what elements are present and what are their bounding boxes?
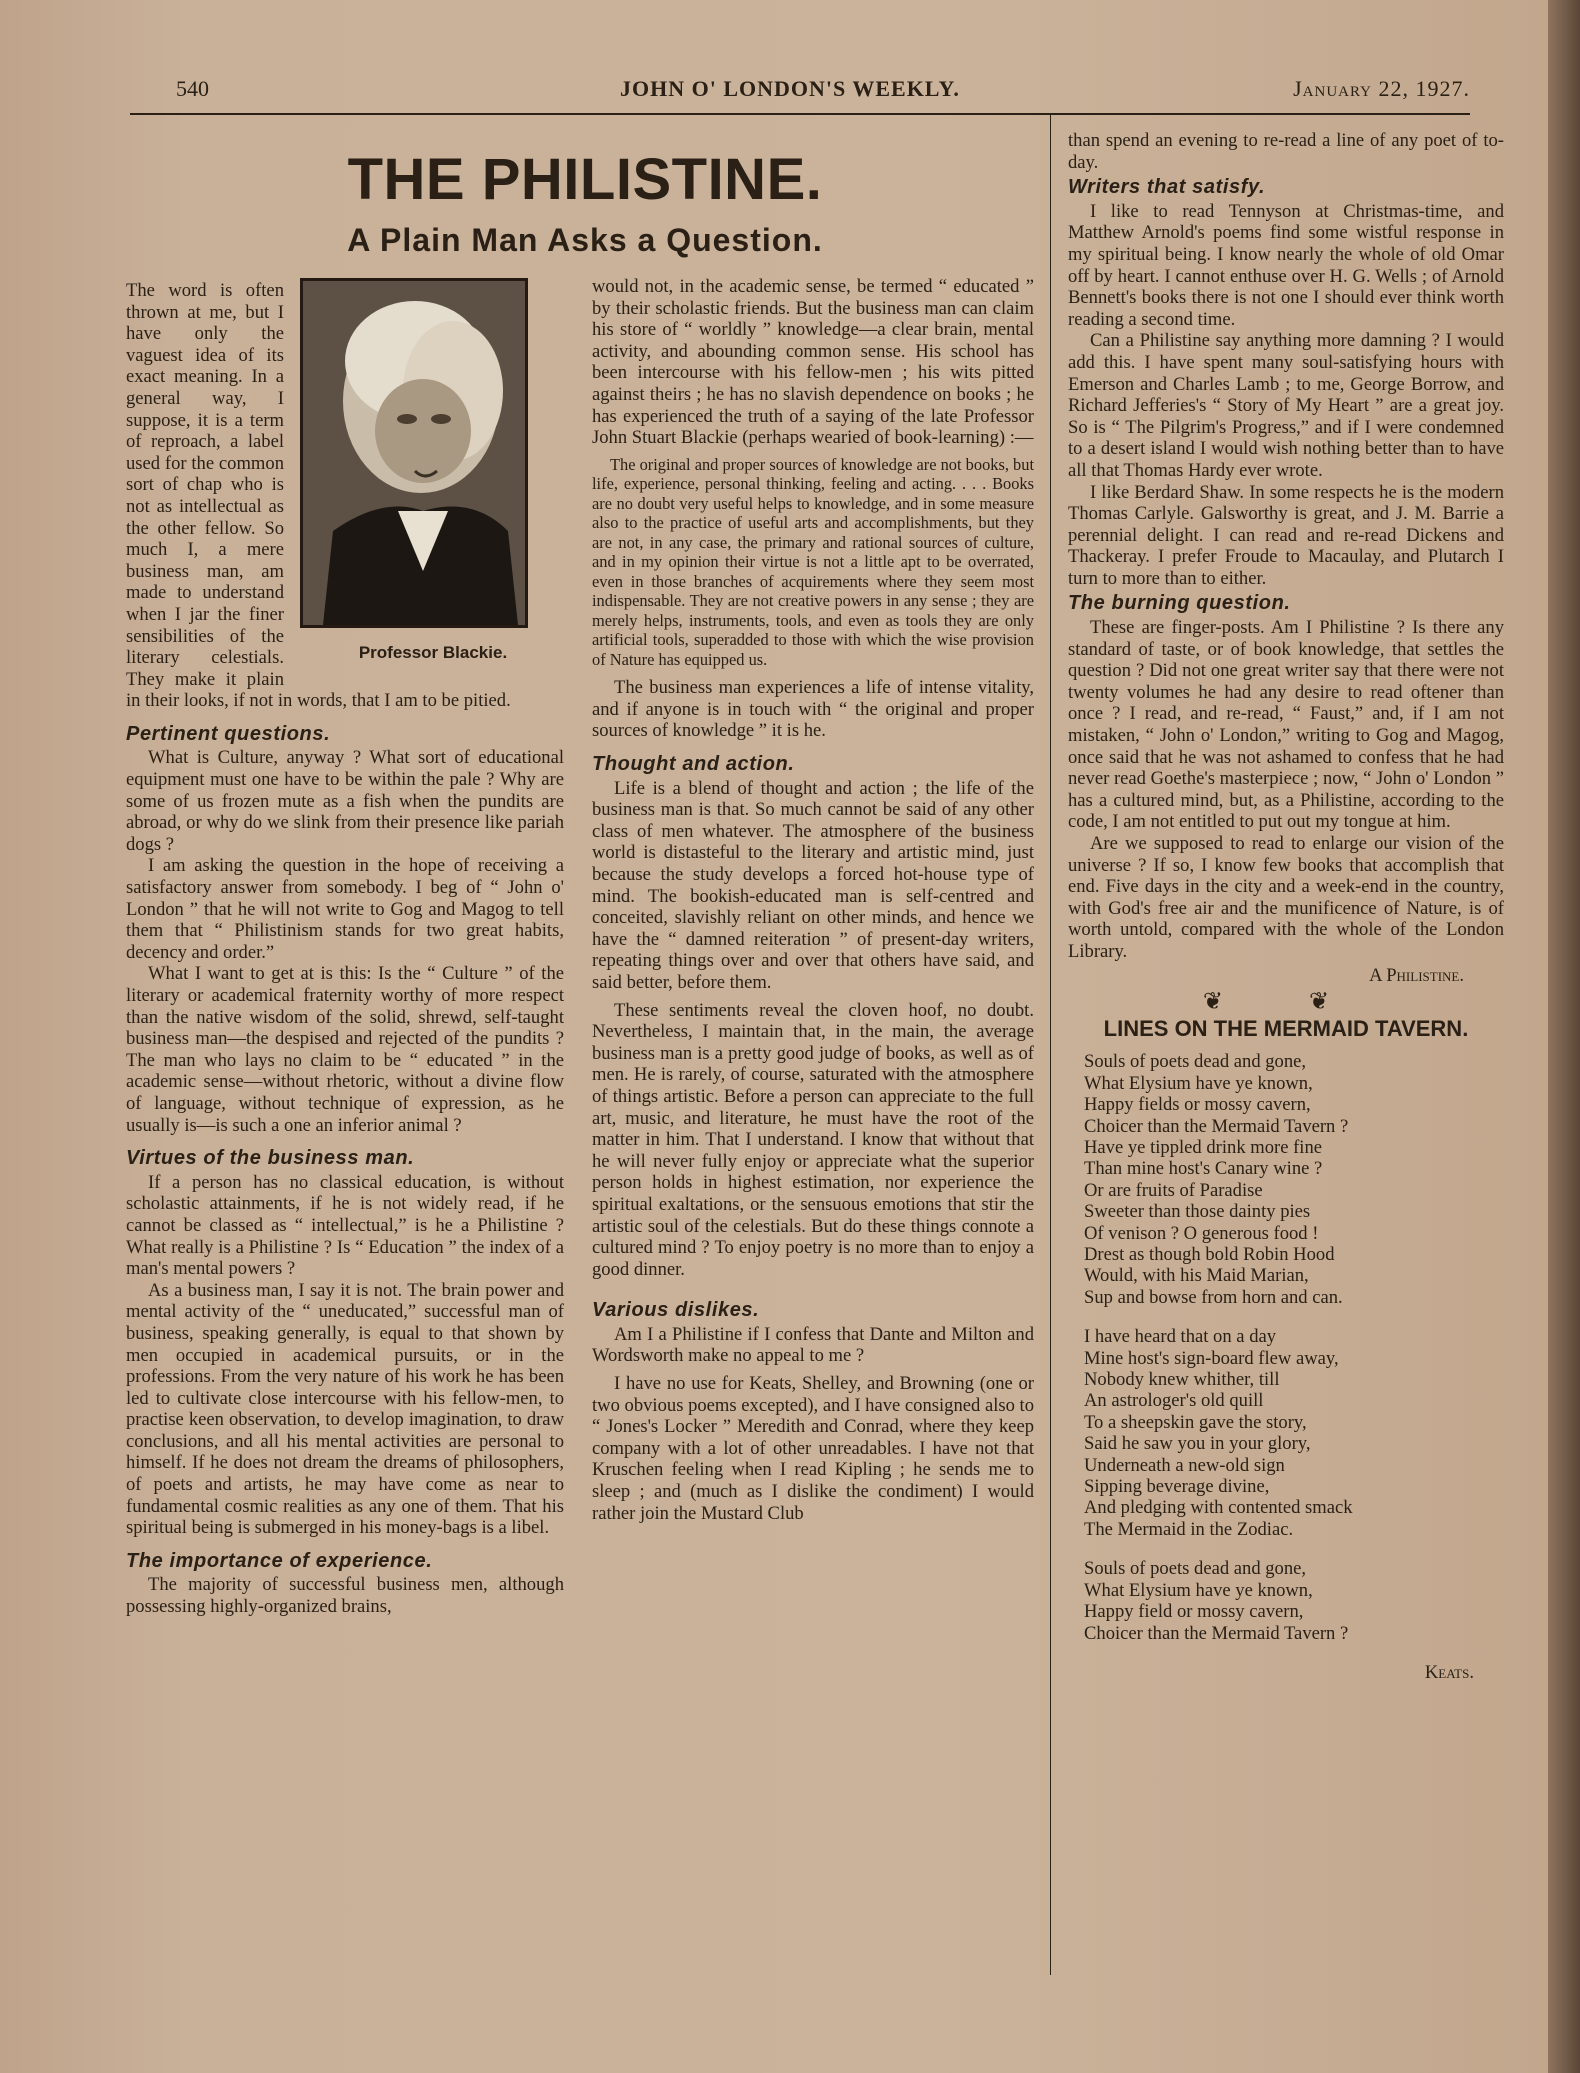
poem-line: To a sheepskin gave the story, [1084, 1411, 1307, 1433]
journal-title: JOHN O' LONDON'S WEEKLY. [620, 76, 960, 101]
poem-line: Underneath a new-old sign [1084, 1454, 1285, 1476]
paragraph: Am I a Philistine if I confess that Dante and Milton and Wordsworth make no appeal to me ? [592, 1323, 1034, 1367]
poem-line: Happy field or mossy cavern, [1084, 1601, 1304, 1623]
paragraph: These are finger-posts. Am I Philistine ? Is there any standard of taste, or of book knowledge, that settles the question ? Did not one great writer say that there were not twenty volumes he had any desire to read oftener than once ? I read, and re-read, “ Faust,” and, if I am not mistaken, “ John o' London,” writing to Gog and Magog, once said that he was not ashamed to confess that he had never read Goethe's masterpiece ; now, “ John o' London ” has a cultured mind, but, as a Philistine, according to the code, I am not entitled to put out my tongue at him. [1068, 617, 1504, 833]
column-rule [1050, 115, 1051, 1975]
paragraph: than spend an evening to re-read a line of any poet of to-day. [1068, 130, 1504, 173]
ornament: ❦ ❦ [1202, 989, 1370, 1016]
poem-line: Nobody knew whither, till [1084, 1369, 1280, 1391]
poem-line: Of venison ? O generous food ! [1084, 1222, 1319, 1244]
poem-line: Choicer than the Mermaid Tavern ? [1084, 1622, 1349, 1644]
paragraph: These sentiments reveal the cloven hoof, no doubt. Nevertheless, I maintain that, in the main, the average business man is a pretty good judge of books, as well as of men. He is rarely, of course, saturated with the atmosphere of things artistic. Before a person can appreciate to the full art, music, and literature, he must have the root of the matter in him. That I understand. I know that without that he will never fully enjoy or appreciate what the superior person holds in highest estimation, nor experience the spiritual exaltations, or the sensuous emotions that stir the artistic soul of the celestials. But do these things connote a cultured mind ? To enjoy poetry is no more than to enjoy a good dinner. [592, 999, 1034, 1280]
subheading-experience: The importance of experience. [126, 1549, 433, 1572]
poem-line: Choicer than the Mermaid Tavern ? [1084, 1115, 1349, 1137]
header-rule [130, 113, 1470, 115]
subheading-pertinent-questions: Pertinent questions. [126, 722, 331, 745]
subheading-burning-question: The burning question. [1068, 592, 1291, 615]
paragraph: The business man experiences a life of intense vitality, and if anyone is in touch with “ the original and proper sources of knowledge ” it is he. [592, 677, 1034, 742]
paragraph: I like Berdard Shaw. In some respects he is the modern Thomas Carlyle. Galsworthy is great, and J. M. Barrie a perennial delight. I can read and re-read Dickens and Thackeray. I prefer Froude to Macaulay, and Plutarch I turn to more than to either. [1068, 481, 1504, 589]
subheading-writers: Writers that satisfy. [1068, 176, 1266, 199]
poem-stanza [1084, 1326, 1504, 1540]
paragraph: Are we supposed to read to enlarge our vision of the universe ? If so, I know few books that accomplish that end. Five days in the city and a week-end in the country, with God's free air and the munificence of Nature, is of worth untold, compared with the whole of the London Library. [1068, 833, 1504, 962]
column-2 [592, 276, 1034, 1524]
poem-line: Sweeter than those dainty pies [1084, 1201, 1311, 1223]
portrait-figure [292, 278, 564, 678]
portrait-image [303, 281, 525, 625]
paragraph: Can a Philistine say anything more damning ? I would add this. I have spent many soul-satisfying hours with Emerson and Charles Lamb ; to me, George Borrow, and Richard Jefferies's “ Story of My Heart ” are a great joy. So is “ The Pilgrim's Progress,” and if I were condemned to a desert island I would wish nothing better than to have all that Thomas Hardy ever wrote. [1068, 330, 1504, 481]
issue-date: January 22, 1927. [1293, 76, 1470, 101]
subheading-virtues: Virtues of the business man. [126, 1147, 415, 1170]
poem-line: And pledging with contented smack [1084, 1497, 1353, 1519]
column-3 [1068, 130, 1504, 1684]
poem-line: Sipping beverage divine, [1084, 1476, 1270, 1498]
poem-line: Said he saw you in your glory, [1084, 1433, 1311, 1455]
page-edge [1548, 0, 1580, 2073]
poem-line: Have ye tippled drink more fine [1084, 1136, 1323, 1158]
poem-line: I have heard that on a day [1084, 1326, 1277, 1348]
article-title: THE PHILISTINE. [347, 147, 823, 212]
poem-line: Souls of poets dead and gone, [1084, 1051, 1307, 1073]
article-signature: A Philistine. [1369, 964, 1464, 986]
paragraph: I am asking the question in the hope of receiving a satisfactory answer from somebody. I beg of “ John o' London ” that he will not write to Gog and Magog to tell them that “ Philistinism stands for two great habits, decency and order.” [126, 855, 564, 963]
poem [1068, 1051, 1504, 1644]
paragraph: As a business man, I say it is not. The brain power and mental activity of the “ uneducated,” successful man of business, speaking generally, is equal to that shown by men occupied in academical pursuits, or in the professions. From the very nature of his work he has been led to cultivate close intercourse with his fellow-men, to practise keen observation, to develop imagination, to draw conclusions, and all his mental activities are personal to himself. If he does not dream the dreams of philosophers, of poets and artists, he may have come as near to fundamental cosmic realities as any one of them. That his spiritual being is submerged in his money-bags is a libel. [126, 1279, 564, 1539]
paragraph: What I want to get at is this: Is the “ Culture ” of the literary or academical fraternity worthy of more respect than the native wisdom of the solid, shrewd, self-taught business man—the despised and rejected of the pundits ? The man who lays no claim to be “ educated ” in the academic sense—without rhetoric, without a divine flow of language, without technique of expression, as he usually is—is such a one an inferior animal ? [126, 963, 564, 1136]
paragraph: What is Culture, anyway ? What sort of educational equipment must one have to be within the pale ? Why are some of us frozen mute as a fish when the pundits are abroad, or why do we slink from their presence like pariah dogs ? [126, 747, 564, 855]
poem-line: Would, with his Maid Marian, [1084, 1265, 1309, 1287]
subheading-dislikes: Various dislikes. [592, 1299, 760, 1322]
column-1 [126, 280, 564, 1618]
poem-line: Or are fruits of Paradise [1084, 1179, 1263, 1201]
poem-line: An astrologer's old quill [1084, 1390, 1264, 1412]
poem-line: Drest as though bold Robin Hood [1084, 1244, 1335, 1265]
poem-line: Happy fields or mossy cavern, [1084, 1094, 1311, 1116]
poem-line: What Elysium have ye known, [1084, 1579, 1313, 1601]
running-head [130, 76, 1470, 106]
poem-line: Mine host's sign-board flew away, [1084, 1347, 1339, 1369]
paragraph: I like to read Tennyson at Christmas-time, and Matthew Arnold's poems find some wistful response in my spiritual being. I know nearly the whole of old Omar off by heart. I cannot enthuse over H. G. Wells ; of Arnold Bennett's books there is not one I should ever think worth reading a second time. [1068, 200, 1504, 330]
paragraph: The majority of successful business men, although possessing highly-organized brains, [126, 1574, 564, 1618]
paragraph: I have no use for Keats, Shelley, and Browning (one or two obvious poems excepted), and I have consigned also to “ Jones's Locker ” Meredith and Conrad, where they keep company with a lot of other unreadables. I have not that Kruschen feeling when I read Kipling ; he sends me to sleep ; and (much as I dislike the condiment) I would rather join the Mustard Club [592, 1373, 1035, 1524]
subheading-thought-action: Thought and action. [592, 753, 795, 776]
intro-paragraph: The word is often thrown at me, but I have only the vaguest idea of its exact meaning. In a general way, I suppose, it is a term of reproach, a label used for the common sort of chap who is not as intellectual as the other fellow. So much I, a mere business man, am made to understand when I jar the finer sensibilities of the literary celestials. They make it plain in their looks, if not in words, that I am to be pitied. [126, 280, 511, 712]
paragraph: would not, in the academic sense, be termed “ educated ” by their scholastic friends. But the business man can claim his store of “ worldly ” knowledge—a clear brain, mental activity, and abounding common sense. His school has been intercourse with his fellow-men ; his wits pitted against theirs ; he has no slavish dependence on books ; he has experienced the truth of a saying of the late Professor John Stuart Blackie (perhaps wearied of book-learning) :— [592, 276, 1034, 449]
portrait-caption: Professor Blackie. [358, 643, 508, 662]
article-subtitle: A Plain Man Asks a Question. [347, 222, 823, 258]
quote-text: The original and proper sources of knowledge are not books, but life, experience, personal thinking, feeling and acting. . . . Books are no doubt very useful helps to knowledge, and in some measure also to the practice of useful arts and accomplishments, but they are not, in any case, the primary and rational sources of culture, and in my opinion their virtue is not a little apt to be overrated, even in those branches of acquirements where they seem most indispensable. They are not creative powers in any sense ; they are merely helps, instruments, tools, and even as tools they are only artificial tools, superadded to those with which the wise provision of Nature has equipped us. [592, 454, 1034, 669]
poem-author: Keats. [1424, 1661, 1474, 1683]
blockquote [592, 455, 1034, 670]
portrait-photo [300, 278, 528, 628]
poem-line: Sup and bowse from horn and can. [1084, 1286, 1343, 1308]
poem-line: What Elysium have ye known, [1084, 1072, 1313, 1094]
poem-stanza [1084, 1051, 1504, 1308]
page-number: 540 [176, 76, 209, 101]
paragraph: If a person has no classical education, is without scholastic attainments, if he is not widely read, if he cannot be classed as “ intellectual,” is he a Philistine ? What really is a Philistine ? Is “ Education ” the index of a man's mental powers ? [126, 1171, 564, 1280]
poem-line: Than mine host's Canary wine ? [1084, 1158, 1323, 1180]
poem-line: The Mermaid in the Zodiac. [1084, 1518, 1294, 1540]
poem-line: Souls of poets dead and gone, [1084, 1558, 1307, 1580]
paragraph: Life is a blend of thought and action ; the life of the business man is that. So much cannot be said of any other class of men whatever. The atmosphere of the business world is distasteful to the literary and artistic mind, just because the study develops a forced hot-house type of mind. The bookish-educated man is self-centred and conceited, slavishly reliant on other minds, and hence we have the “ damned reiteration ” of present-day writers, repeating things over and over that others have said, and said better, before them. [592, 777, 1034, 993]
poem-stanza [1084, 1558, 1504, 1644]
poem-title: LINES ON THE MERMAID TAVERN. [1103, 1015, 1469, 1041]
